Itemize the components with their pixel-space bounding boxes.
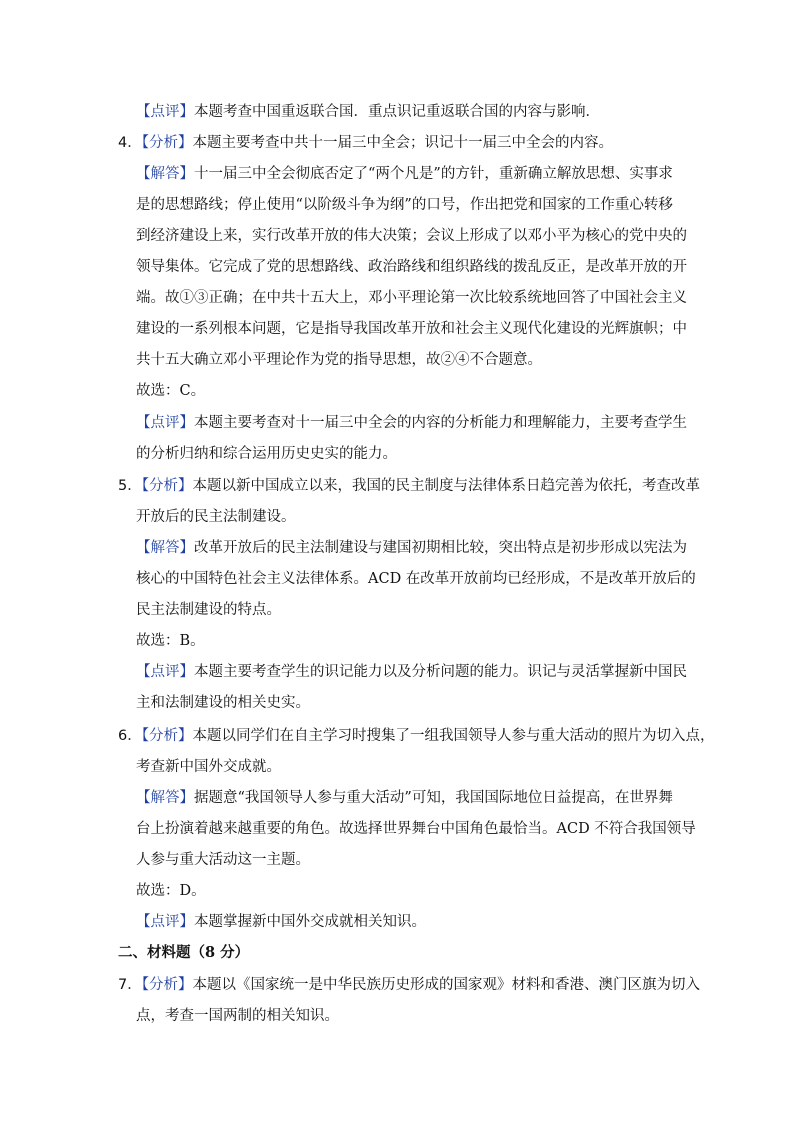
line-text: 本题以新中国成立以来，我国的民主制度与法律体系日趋完善为依托，考查改革 bbox=[192, 478, 700, 494]
text-line: 台上扮演着越来越重要的角色。故选择世界舞台中国角色最恰当。ACD 不符合我国领导 bbox=[136, 821, 696, 837]
text-line: 端。故①③正确；在中共十五大上，邓小平理论第一次比较系统地回答了中国社会主义 bbox=[136, 290, 687, 306]
text-line: 主和法制建设的相关史实。 bbox=[136, 695, 310, 711]
analysis-tag: 【分析】 bbox=[141, 728, 193, 744]
line-text: 本题以同学们在自主学习时搜集了一组我国领导人参与重大活动的照片为切入点， bbox=[192, 728, 715, 744]
answer-line bbox=[136, 788, 673, 808]
line-text: 十一届三中全会彻底否定了“两个凡是”的方针，重新确立解放思想、实事求 bbox=[194, 166, 673, 182]
question-7-analysis bbox=[118, 975, 700, 995]
text-line: 建设的一系列根本问题，它是指导我国改革开放和社会主义现代化建设的光辉旗帜；中 bbox=[136, 321, 687, 337]
text-line: 点，考查一国两制的相关知识。 bbox=[136, 1008, 339, 1024]
analysis-tag: 【分析】 bbox=[141, 478, 193, 494]
answer-tag: 【解答】 bbox=[136, 790, 194, 806]
text-line: 是的思想路线；停止使用“以阶级斗争为纲”的口号，作出把党和国家的工作重心转移 bbox=[136, 197, 673, 213]
line-text: 改革开放后的民主法制建设与建国初期相比较，突出特点是初步形成以宪法为 bbox=[194, 540, 687, 556]
line-text: 本题主要考查中共十一届三中全会；识记十一届三中全会的内容。 bbox=[192, 135, 613, 151]
comment-tag: 【点评】 bbox=[136, 104, 194, 120]
comment-tag: 【点评】 bbox=[136, 914, 194, 930]
line-text: 本题以《国家统一是中华民族历史形成的国家观》材料和香港、澳门区旗为切入 bbox=[192, 977, 700, 993]
line-text: 本题主要考查学生的识记能力以及分析问题的能力。识记与灵活掌握新中国民 bbox=[194, 664, 687, 680]
comment-line bbox=[136, 102, 600, 122]
answer-line bbox=[136, 164, 673, 184]
question-number: 5． bbox=[118, 478, 142, 494]
question-number: 7． bbox=[118, 977, 142, 993]
answer-tag: 【解答】 bbox=[136, 540, 194, 556]
analysis-tag: 【分析】 bbox=[141, 135, 193, 151]
text-line: 人参与重大活动这一主题。 bbox=[136, 852, 310, 868]
comment-line bbox=[136, 912, 426, 932]
line-text: 本题考查中国重返联合国．重点识记重返联合国的内容与影响． bbox=[194, 104, 600, 120]
question-4-analysis bbox=[118, 133, 613, 153]
text-line: 考查新中国外交成就。 bbox=[136, 759, 281, 775]
analysis-tag: 【分析】 bbox=[141, 977, 193, 993]
question-5-analysis bbox=[118, 476, 700, 496]
text-line: 领导集体。它完成了党的思想路线、政治路线和组织路线的拨乱反正，是改革开放的开 bbox=[136, 259, 687, 275]
text-line: 开放后的民主法制建设。 bbox=[136, 509, 296, 525]
section-heading: 二、材料题（8 分） bbox=[118, 944, 250, 961]
line-text: 据题意“我国领导人参与重大活动”可知，我国国际地位日益提高，在世界舞 bbox=[194, 790, 673, 806]
question-number: 4． bbox=[118, 135, 142, 151]
choice-line: 故选：B。 bbox=[136, 633, 205, 649]
comment-line bbox=[136, 662, 687, 682]
answer-line bbox=[136, 538, 687, 558]
comment-tag: 【点评】 bbox=[136, 664, 194, 680]
choice-line: 故选：C。 bbox=[136, 383, 206, 399]
answer-tag: 【解答】 bbox=[136, 166, 194, 182]
comment-line bbox=[136, 413, 687, 433]
text-line: 到经济建设上来，实行改革开放的伟大决策；会议上形成了以邓小平为核心的党中央的 bbox=[136, 228, 687, 244]
text-line: 共十五大确立邓小平理论作为党的指导思想，故②④不合题意。 bbox=[136, 352, 542, 368]
question-6-analysis bbox=[118, 726, 714, 746]
choice-line: 故选：D。 bbox=[136, 883, 206, 899]
text-line: 核心的中国特色社会主义法律体系。ACD 在改革开放前均已经形成，不是改革开放后的 bbox=[136, 571, 696, 587]
text-line: 民主法制建设的特点。 bbox=[136, 602, 281, 618]
line-text: 本题掌握新中国外交成就相关知识。 bbox=[194, 914, 426, 930]
comment-tag: 【点评】 bbox=[136, 415, 194, 431]
line-text: 本题主要考查对十一届三中全会的内容的分析能力和理解能力，主要考查学生 bbox=[194, 415, 687, 431]
text-line: 的分析归纳和综合运用历史史实的能力。 bbox=[136, 446, 397, 462]
question-number: 6． bbox=[118, 728, 142, 744]
